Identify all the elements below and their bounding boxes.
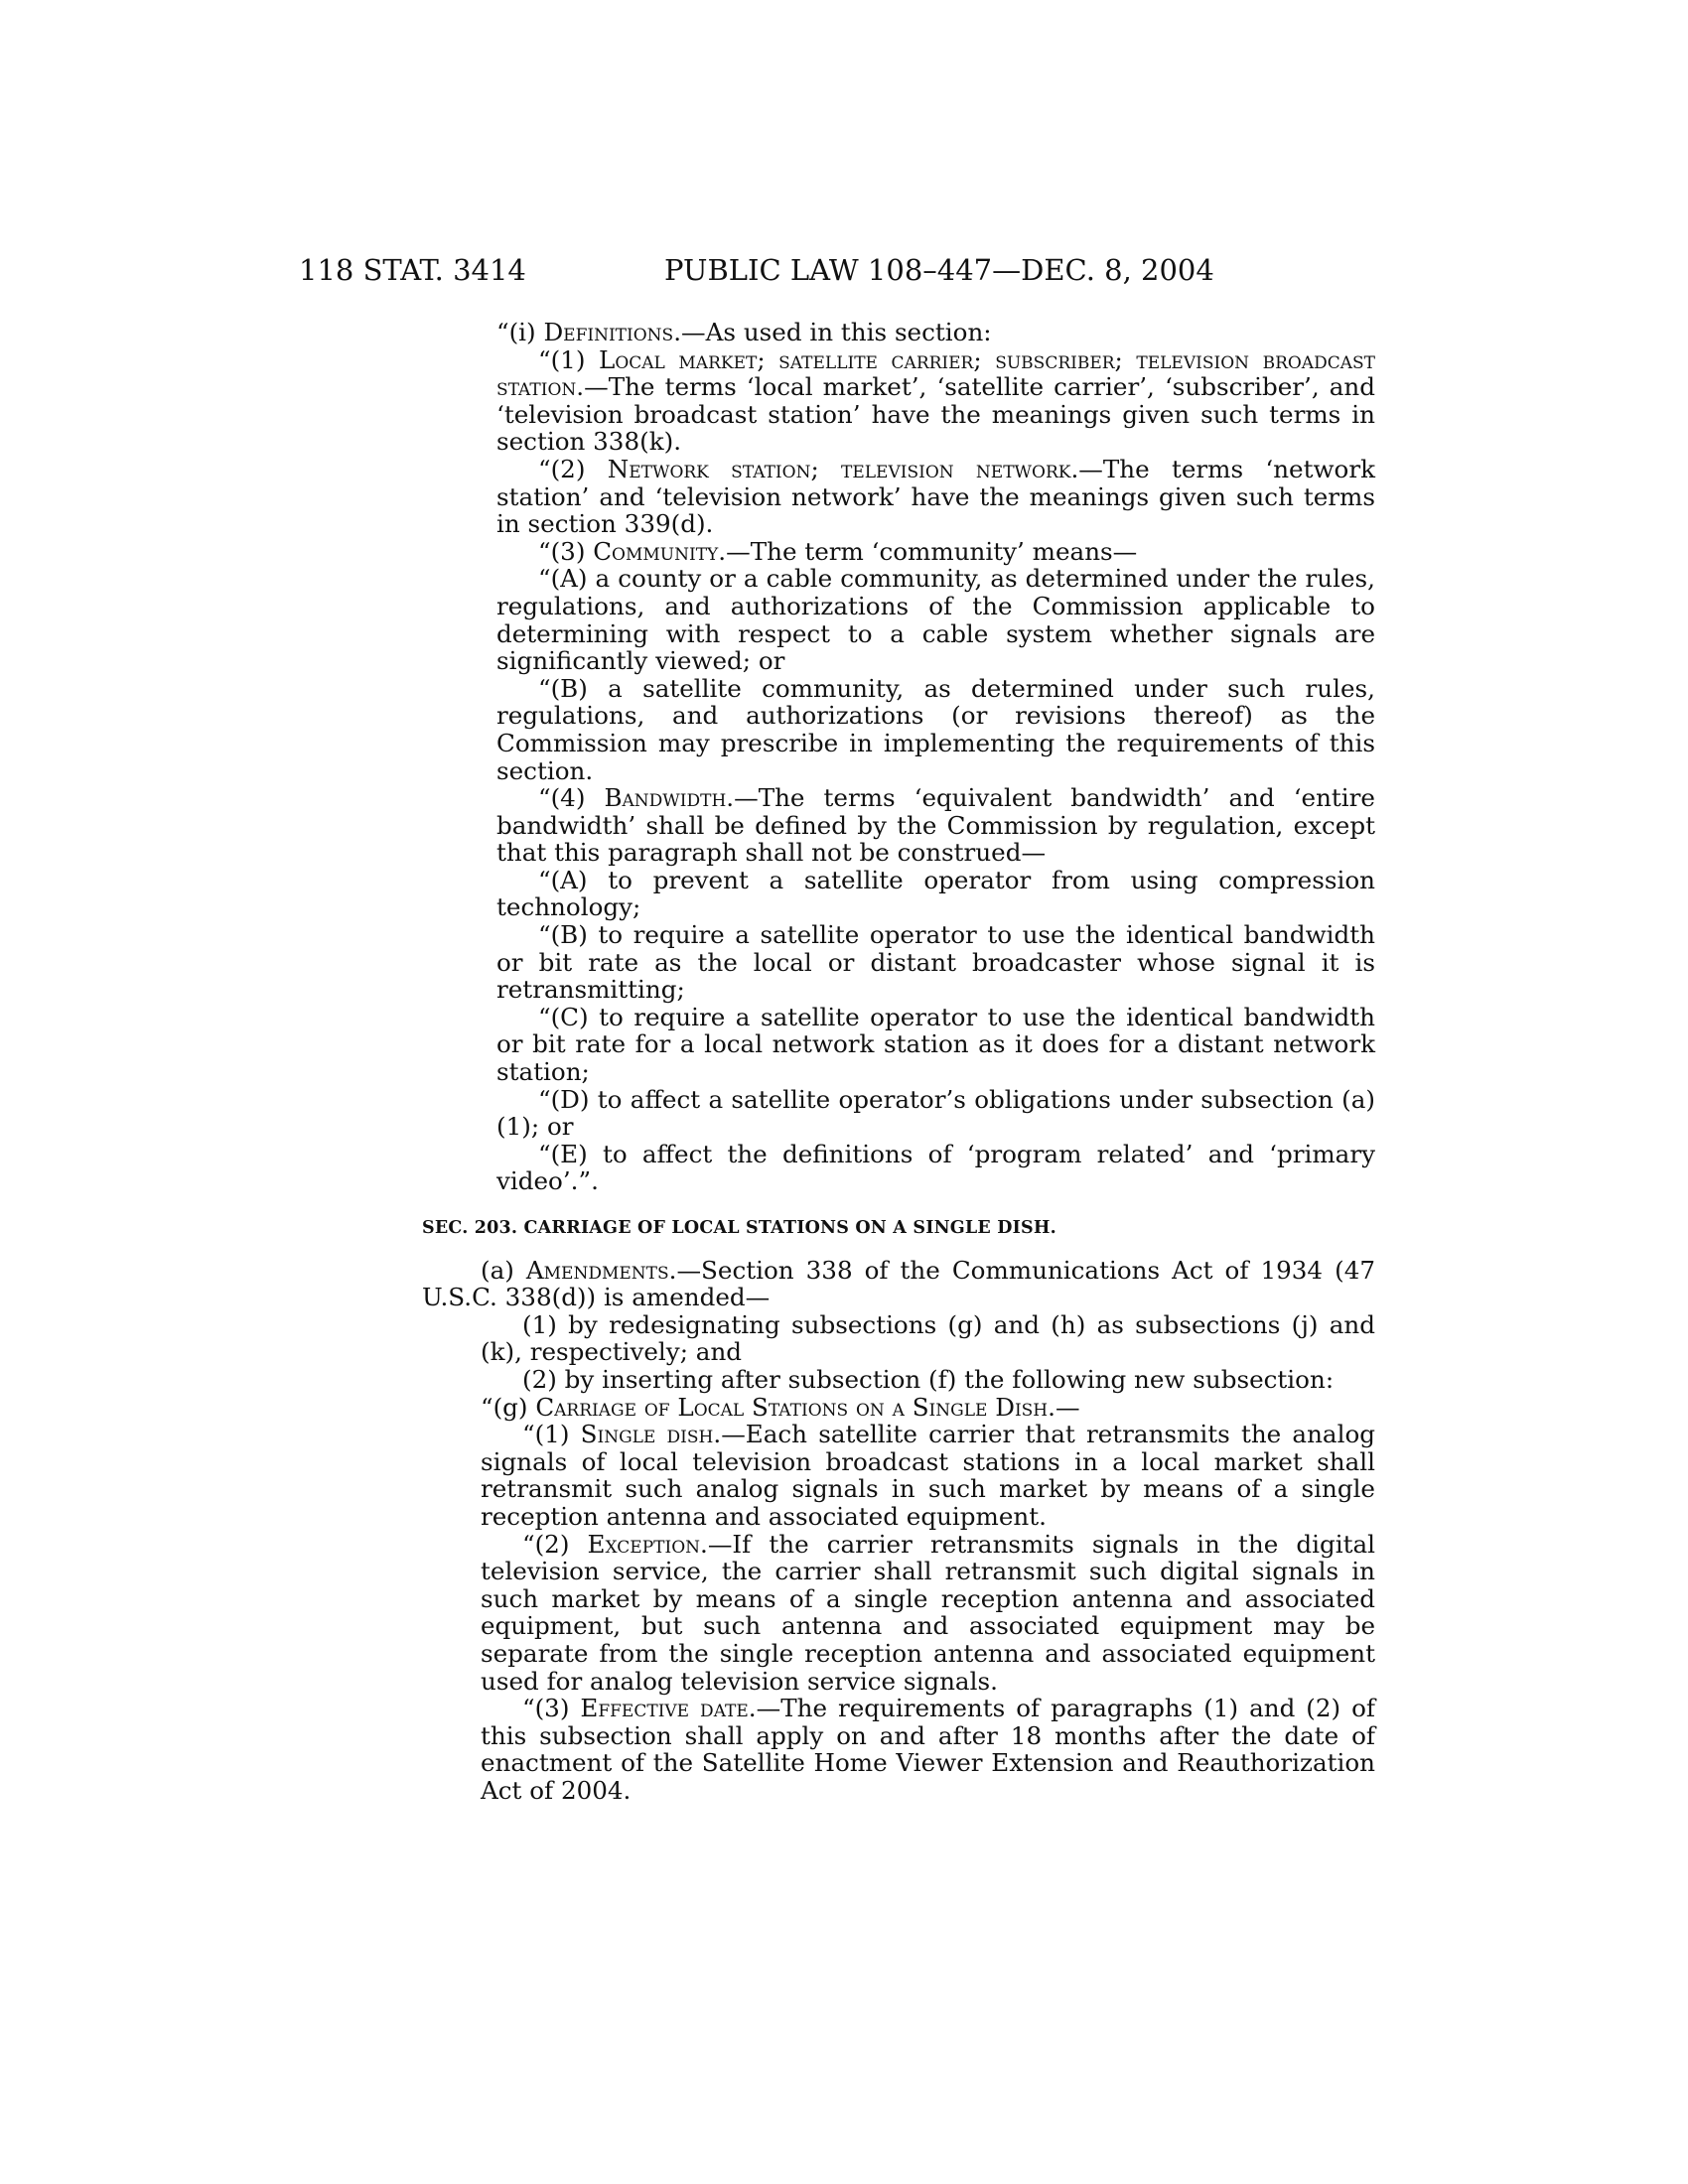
paragraph-heading: Network station; television network [607,454,1071,483]
paragraph-1-local-market: “(1) Local market; satellite carrier; subscriber; television broadcast station.—The terms ‘local market’, ‘satellite carrier’, ‘subscriber’, and ‘television broadcast station’ have the meanings given such terms in section 338(k). [496,344,1375,457]
paragraph-heading: Bandwidth [604,783,727,813]
paragraph-heading: Community [593,536,719,566]
paragraph-heading: Exception [587,1529,701,1559]
public-law-title: PUBLIC LAW 108–447—DEC. 8, 2004 [664,253,1214,287]
page-header [299,248,1376,292]
paragraph-heading: Local market; satellite carrier; subscriber; television broadcast station [496,344,1375,402]
section-203-heading: SEC. 203. CARRIAGE OF LOCAL STATIONS ON A SINGLE DISH. [422,1218,1056,1238]
paragraph-3-community: “(3) Community.—The term ‘community’ means— [538,536,1138,566]
amendment-item-1: (1) by redesignating subsections (g) and (h) as subsections (j) and (k), respectively; and [481,1309,1375,1367]
paragraph-heading: Single dish [580,1420,714,1449]
paragraph-g1-single-dish: “(1) Single dish.—Each satellite carrier that retransmits the analog signals of local television broadcast stations in a local market shall retransmit such analog signals in such market by means of a single reception antenna and associated equipment. [481,1420,1376,1531]
section-203-body [422,1257,1375,1805]
subsection-heading: Carriage of Local Stations on a Single Dish [535,1392,1049,1422]
subsection-heading: Amendments [525,1255,669,1285]
statute-page-number: 118 STAT. 3414 [299,253,526,287]
subsection-heading: Definitions [543,318,674,346]
subparagraph-4b: “(B) to require a satellite operator to use the identical bandwidth or bit rate as the local or distant broadcaster whose signal it is retransmitting; [496,920,1375,1005]
subsection-g-carriage: “(g) Carriage of Local Stations on a Single Dish.— [481,1392,1080,1422]
subparagraph-4c: “(C) to require a satellite operator to use the identical bandwidth or bit rate for a local network station as it does for a distant network station; [496,1002,1375,1087]
document-body [422,318,1376,1805]
subparagraph-4d: “(D) to affect a satellite operator’s obligations under subsection (a)(1); or [496,1084,1375,1142]
subsection-a-amendments: (a) Amendments.—Section 338 of the Communications Act of 1934 (47 U.S.C. 338(d)) is amended— [422,1255,1375,1312]
subparagraph-4a: “(A) to prevent a satellite operator from using compression technology; [496,865,1375,922]
amendment-item-2: (2) by inserting after subsection (f) the following new subsection: [522,1364,1335,1394]
paragraph-2-network-station: “(2) Network station; television network.—The terms ‘network station’ and ‘television network’ have the meanings given such terms in section 339(d). [496,454,1375,539]
subparagraph-3a: “(A) a county or a cable community, as determined under the rules, regulations, and authorizations of the Commission applicable to determining with respect to a cable system whether signals are significantly viewed; or [496,564,1375,676]
paragraph-4-bandwidth: “(4) Bandwidth.—The terms ‘equivalent bandwidth’ and ‘entire bandwidth’ shall be defined by the Commission by regulation, except that this paragraph shall not be construed— [496,783,1375,868]
paragraph-g2-exception: “(2) Exception.—If the carrier retransmits signals in the digital television service, the carrier shall retransmit such digital signals in such market by means of a single reception antenna and associated equipment, but such antenna and associated equipment may be separate from the single reception antenna and associated equipment used for analog television service signals. [481,1529,1376,1696]
subsection-i-definitions: “(i) Definitions.—As used in this section: [496,318,992,346]
paragraph-g3-effective-date: “(3) Effective date.—The requirements of paragraphs (1) and (2) of this subsection shall apply on and after 18 months after the date of enactment of the Satellite Home Viewer Extension and Reauthorization Act of 2004. [481,1694,1376,1805]
subparagraph-4e: “(E) to affect the definitions of ‘program related’ and ‘primary video’.”. [496,1139,1375,1196]
subparagraph-3b: “(B) a satellite community, as determined under such rules, regulations, and authorizations (or revisions thereof) as the Commission may prescribe in implementing the requirements of this section. [496,673,1375,785]
paragraph-heading: Effective date [580,1694,749,1723]
